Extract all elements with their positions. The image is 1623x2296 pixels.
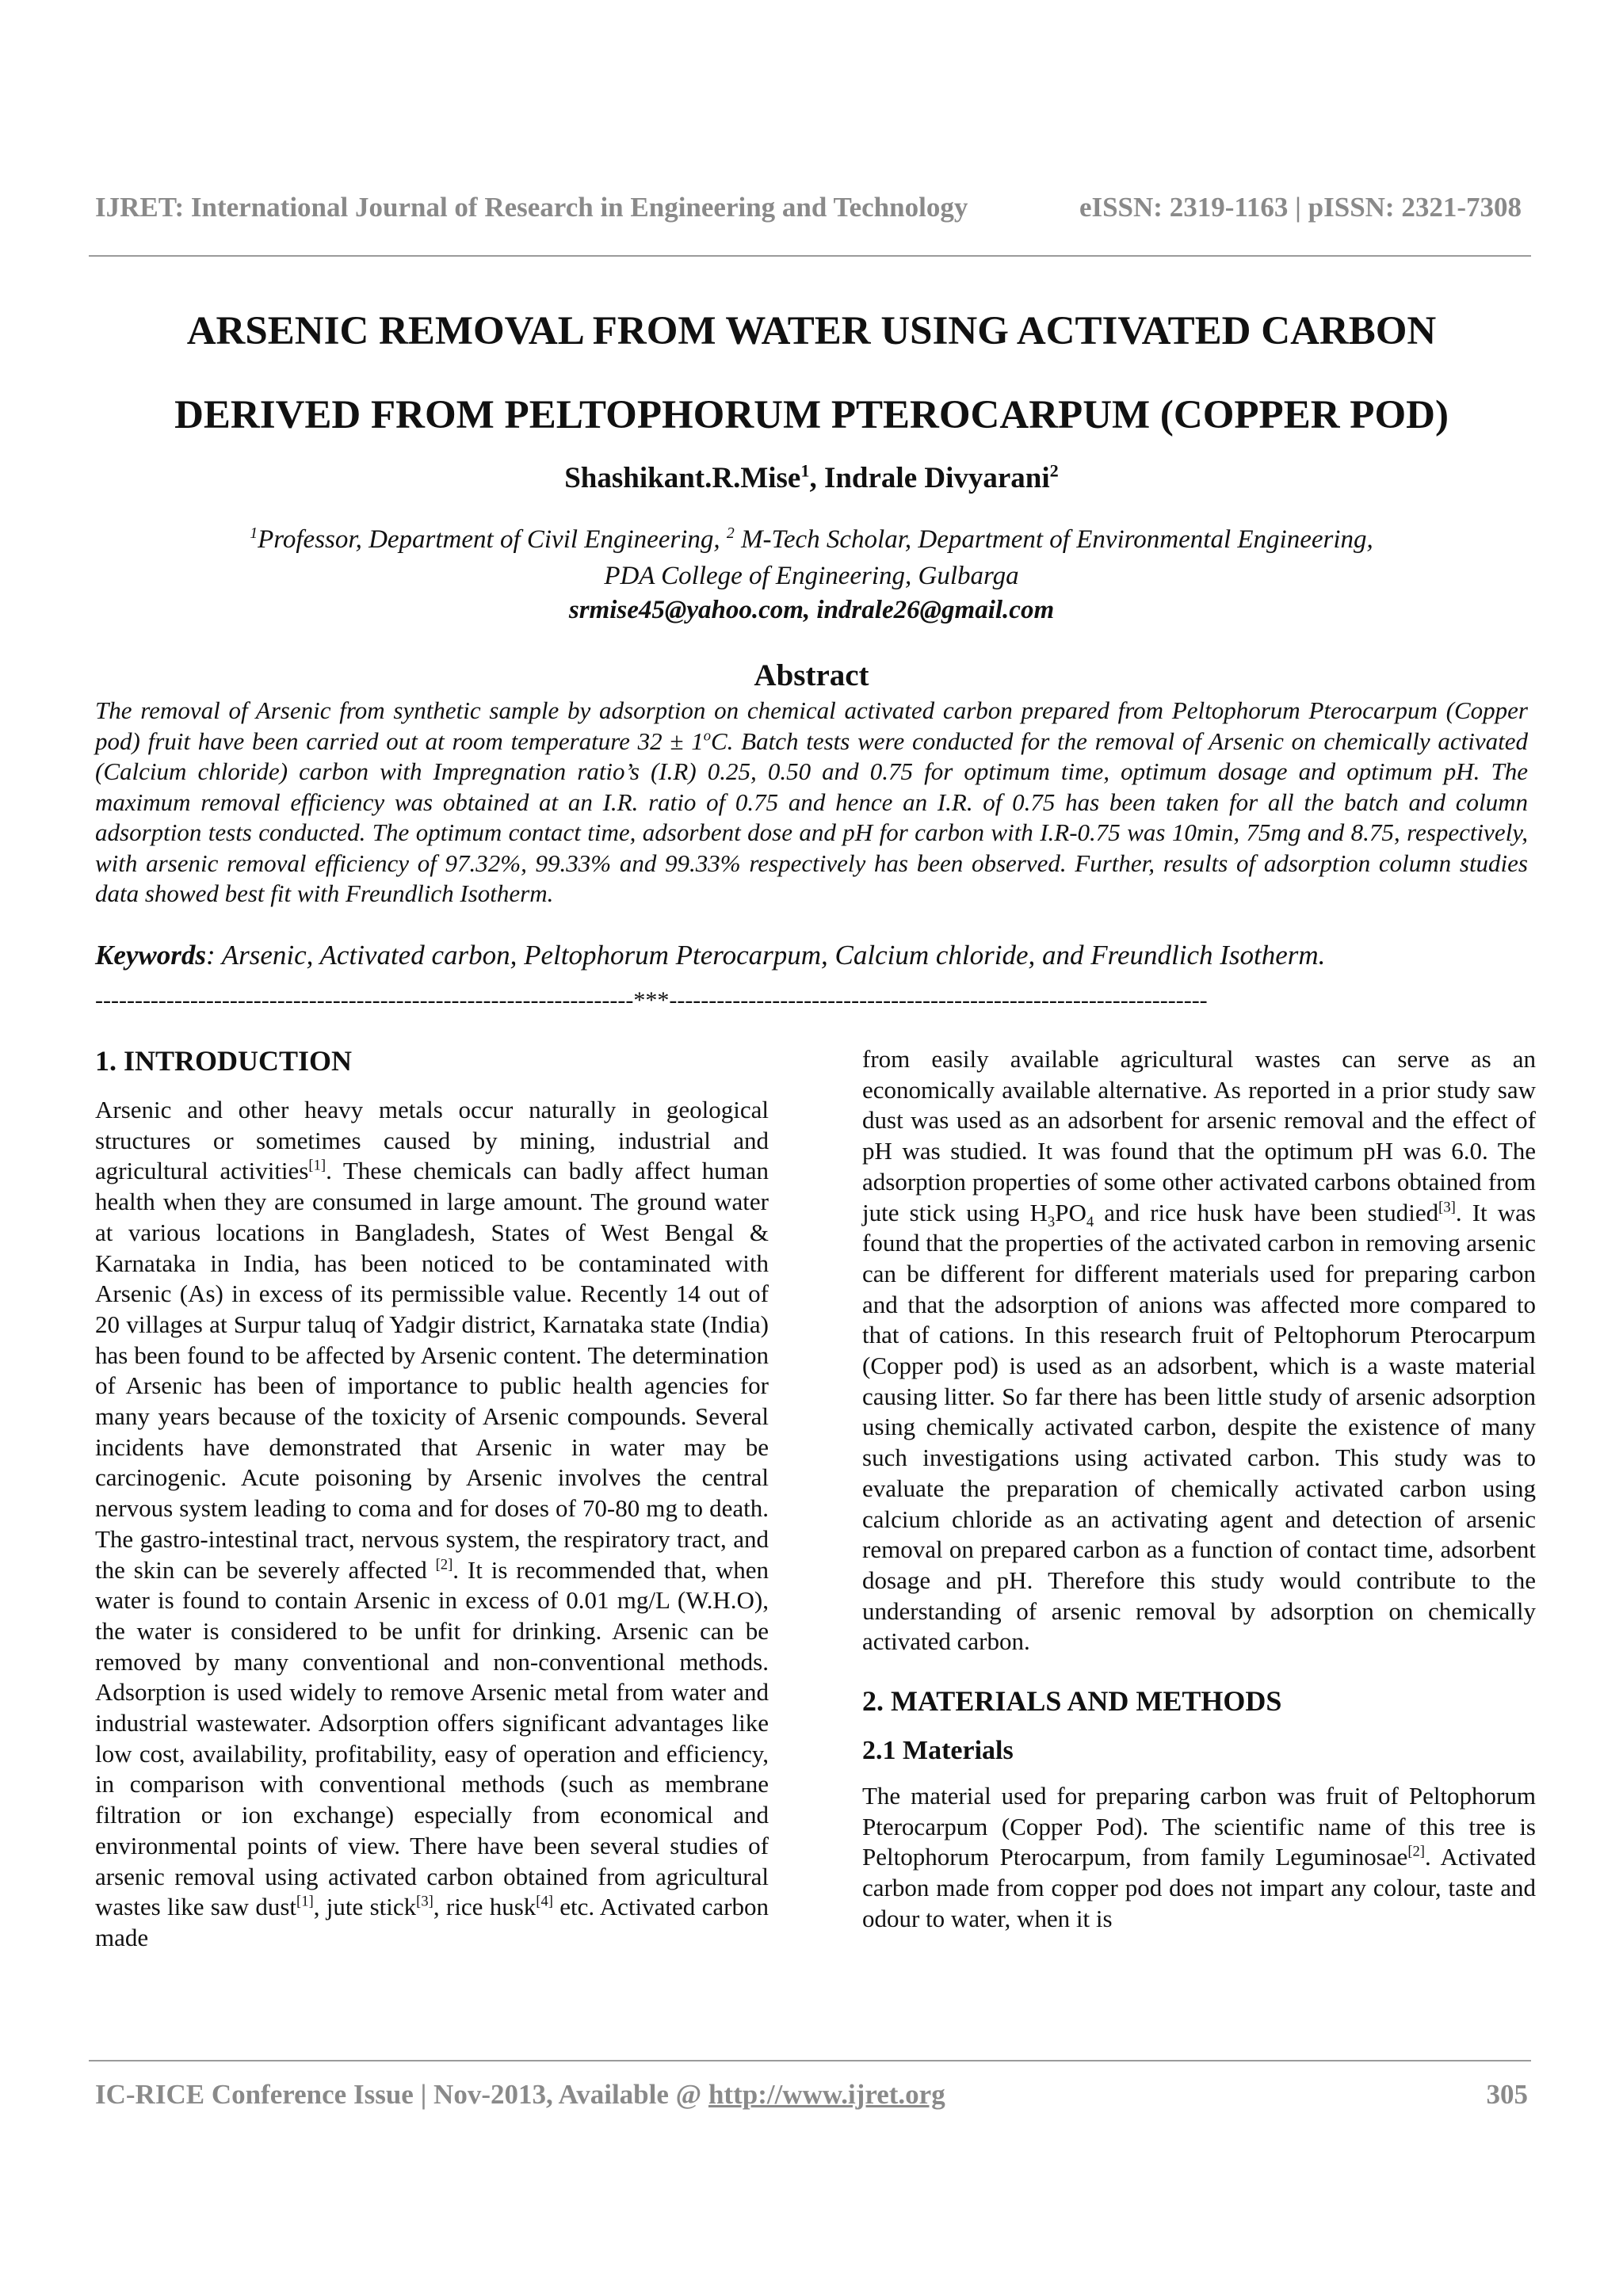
materials-heading: 2.1 Materials	[862, 1736, 1014, 1766]
journal-name: IJRET: International Journal of Research in Engineering and Technology	[95, 192, 968, 223]
citation: [1]	[296, 1893, 314, 1910]
running-header	[95, 192, 1522, 223]
journal-link[interactable]: http://www.ijret.org	[708, 2079, 945, 2110]
introduction-heading: 1. INTRODUCTION	[95, 1045, 353, 1077]
text-run: . These chemicals can badly affect human health when they are consumed in large amount. The ground water at various locations in Bangladesh, States of West Bengal & Karnataka in India, has been noticed to be contaminated with Arsenic (As) in excess of its permissible value. Recently 14 out of 20 villages at Surpur taluq of Yadgir district, Karnataka state (India) has been found to be affected by Arsenic content. The determination of Arsenic has been of importance to public health agencies for many years because of the toxicity of Arsenic compounds. Several incidents have demonstrated that Arsenic in water may be carcinogenic. Acute poisoning by Arsenic involves the central nervous system leading to coma and for doses of 70-80 mg to death. The gastro-intestinal tract, nervous system, the respiratory tract, and the skin can be severely affected	[95, 1157, 769, 1584]
text-run: , jute stick	[313, 1893, 417, 1921]
text-run: . Activated carbon made from copper pod does not impart any colour, taste and odour to water, when it is	[862, 1843, 1536, 1932]
header-divider	[89, 255, 1531, 257]
citation: [1]	[308, 1158, 327, 1175]
affiliation-line-2: PDA College of Engineering, Gulbarga	[604, 562, 1019, 590]
affiliation-marker-2: 2	[726, 524, 735, 542]
citation: [2]	[1407, 1844, 1425, 1861]
issn: eISSN: 2319-1163 | pISSN: 2321-7308	[1079, 192, 1522, 223]
conference-issue: IC-RICE Conference Issue | Nov-2013, Available @	[95, 2079, 708, 2110]
author-1: Shashikant.R.Mise	[564, 462, 801, 494]
section-separator: --------------------------------------------------------------------***--------------------------------------------------------------------	[95, 987, 1208, 1013]
footer-issue	[95, 2079, 945, 2111]
subscript: 3	[1047, 1213, 1056, 1230]
left-column	[95, 1044, 769, 1954]
author-separator: ,	[809, 462, 824, 494]
affiliation-2: M-Tech Scholar, Department of Environmental Engineering,	[734, 525, 1373, 554]
abstract-part-a: The removal of Arsenic from synthetic sample by adsorption on chemical activated carbon prepared from Peltophorum Pterocarpum (Copper pod) fruit have been carried out at room temperature 32 ± 1	[95, 696, 1528, 755]
introduction-continued	[862, 1044, 1536, 1657]
page-number: 305	[1486, 2079, 1528, 2110]
keywords	[95, 940, 1528, 971]
affiliations	[95, 521, 1528, 594]
text-run: etc. Activated carbon made	[95, 1893, 769, 1951]
degree-sign: o	[703, 727, 711, 745]
page-footer	[95, 2079, 1528, 2111]
text-run: from easily available agricultural wastes can serve as an economically available alternative. As reported in a prior study saw dust was used as an adsorbent for arsenic removal and the effect of pH was studied. It was found that the optimum pH was 6.0. The adsorption properties of some other activated carbons obtained from jute stick using H	[862, 1045, 1536, 1226]
affiliation-line-1	[95, 521, 1528, 558]
affiliation-1: Professor, Department of Civil Engineering,	[258, 525, 727, 554]
keywords-list: : Arsenic, Activated carbon, Peltophorum Pterocarpum, Calcium chloride, and Freundlich Isotherm.	[206, 940, 1326, 971]
text-run: PO	[1055, 1198, 1086, 1226]
subscript: 4	[1086, 1213, 1094, 1230]
citation: [3]	[1438, 1199, 1456, 1216]
author-2: Indrale Divyarani	[823, 462, 1050, 494]
keywords-label: Keywords	[95, 940, 206, 971]
text-run: The material used for preparing carbon was fruit of Peltophorum Pterocarpum (Copper Pod). The scientific name of this tree is Peltophorum Pterocarpum, from family Leguminosae	[862, 1782, 1536, 1871]
right-column	[862, 1044, 1536, 1935]
methods-heading: 2. MATERIALS AND METHODS	[862, 1685, 1282, 1718]
text-run: Arsenic and other heavy metals occur naturally in geological structures or sometimes caused by mining, industrial and agricultural activities	[95, 1096, 769, 1185]
paper-title	[95, 289, 1528, 457]
author-1-marker: 1	[800, 460, 810, 481]
citation: [4]	[536, 1893, 553, 1910]
text-run: and rice husk have been studied	[1094, 1198, 1439, 1226]
citation: [3]	[416, 1893, 433, 1910]
footer-divider	[89, 2060, 1531, 2061]
abstract-text	[95, 696, 1528, 910]
author-emails: srmise45@yahoo.com, indrale26@gmail.com	[568, 596, 1055, 624]
citation: [2]	[435, 1556, 453, 1573]
introduction-paragraph	[95, 1095, 769, 1954]
text-run: , rice husk	[433, 1893, 537, 1921]
authors	[95, 461, 1528, 495]
author-2-marker: 2	[1049, 460, 1059, 481]
abstract-part-b: C. Batch tests were conducted for the removal of Arsenic on chemically activated (Calcium chloride) carbon with Impregnation ratio’s (I.R) 0.25, 0.50 and 0.75 for optimum time, optimum dosage and optimum pH. The maximum removal efficiency was obtained at an I.R. ratio of 0.75 and hence an I.R. of 0.75 has been taken for all the batch and column adsorption tests conducted. The optimum contact time, adsorbent dose and pH for carbon with I.R-0.75 was 10min, 75mg and 8.75, respectively, with arsenic removal efficiency of 97.32%, 99.33% and 99.33% respectively has been observed. Further, results of adsorption column studies data showed best fit with Freundlich Isotherm.	[95, 727, 1528, 907]
abstract-heading: Abstract	[754, 658, 869, 692]
text-run: . It was found that the properties of the activated carbon in removing arsenic can be different for different materials used for preparing carbon and that the adsorption of anions was affected more compared to that of cations. In this research fruit of Peltophorum Pterocarpum (Copper pod) is used as an adsorbent, which is a waste material causing litter. So far there has been little study of arsenic adsorption using chemically activated carbon, despite the existence of many such investigations using activated carbon. This study was to evaluate the preparation of chemically activated carbon using calcium chloride as an activating agent and detection of arsenic removal on prepared carbon as a function of contact time, adsorbent dosage and pH. Therefore this study would contribute to the understanding of arsenic removal by adsorption on chemically activated carbon.	[862, 1198, 1536, 1656]
title-line-1: ARSENIC REMOVAL FROM WATER USING ACTIVATED CARBON	[186, 309, 1437, 353]
text-run: . It is recommended that, when water is found to contain Arsenic in excess of 0.01 mg/L (W.H.O), the water is considered to be unfit for drinking. Arsenic can be removed by many conventional and non-conventional methods. Adsorption is used widely to remove Arsenic metal from water and industrial wastewater. Adsorption offers significant advantages like low cost, availability, profitability, easy of operation and efficiency, in comparison with conventional methods (such as membrane filtration or ion exchange) especially from economical and environmental points of view. There have been several studies of arsenic removal using activated carbon obtained from agricultural wastes like saw dust	[95, 1555, 769, 1921]
title-line-2: DERIVED FROM PELTOPHORUM PTEROCARPUM (COPPER POD)	[174, 393, 1449, 437]
affiliation-marker-1: 1	[250, 524, 258, 542]
materials-paragraph	[862, 1781, 1536, 1935]
